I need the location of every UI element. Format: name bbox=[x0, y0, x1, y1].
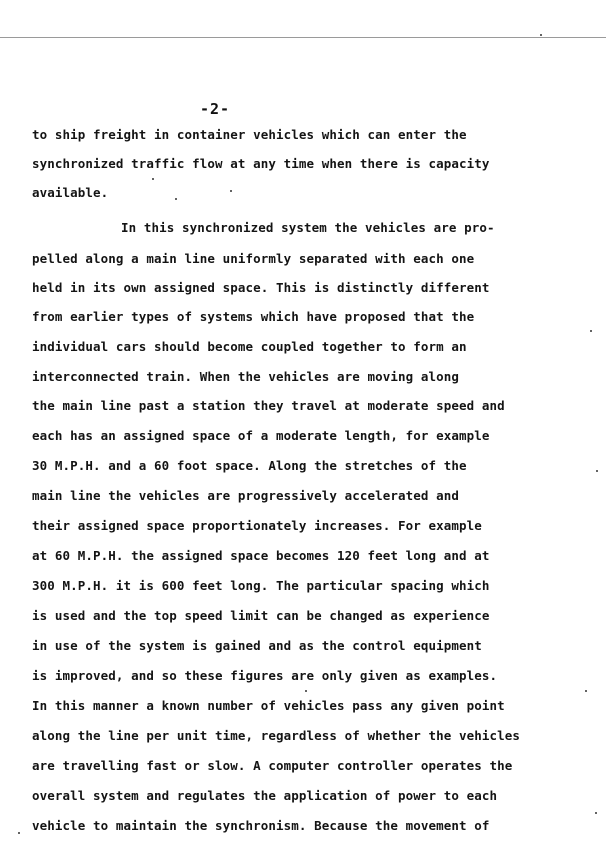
text-line: is used and the top speed limit can be changed as experience bbox=[32, 608, 490, 623]
scan-speck bbox=[152, 178, 154, 180]
scan-speck bbox=[595, 812, 597, 814]
text-line: is improved, and so these figures are only given as examples. bbox=[32, 668, 498, 683]
text-line: the main line past a station they travel at moderate speed and bbox=[32, 398, 505, 413]
text-line: are travelling fast or slow. A computer controller operates the bbox=[32, 758, 513, 773]
text-line: 300 M.P.H. it is 600 feet long. The particular spacing which bbox=[32, 578, 490, 593]
scan-speck bbox=[585, 690, 587, 692]
scan-speck bbox=[175, 198, 177, 200]
text-line: 30 M.P.H. and a 60 foot space. Along the stretches of the bbox=[32, 458, 467, 473]
scan-speck bbox=[596, 470, 598, 472]
text-line: vehicle to maintain the synchronism. Because the movement of bbox=[32, 818, 490, 833]
text-line: along the line per unit time, regardless of whether the vehicles bbox=[32, 728, 521, 743]
text-line: main line the vehicles are progressively accelerated and bbox=[32, 488, 460, 503]
text-line: available. bbox=[32, 185, 109, 200]
text-line: synchronized traffic flow at any time when there is capacity bbox=[32, 156, 490, 171]
scan-speck bbox=[540, 34, 542, 36]
text-line: In this synchronized system the vehicles are pro- bbox=[121, 220, 495, 235]
scan-speck bbox=[230, 190, 232, 192]
text-line: in use of the system is gained and as the control equipment bbox=[32, 638, 482, 653]
text-line: pelled along a main line uniformly separated with each one bbox=[32, 251, 475, 266]
scan-speck bbox=[590, 330, 592, 332]
text-line: their assigned space proportionately increases. For example bbox=[32, 518, 482, 533]
text-line: individual cars should become coupled together to form an bbox=[32, 339, 467, 354]
text-line: to ship freight in container vehicles which can enter the bbox=[32, 127, 467, 142]
text-line: each has an assigned space of a moderate length, for example bbox=[32, 428, 490, 443]
text-line: overall system and regulates the application of power to each bbox=[32, 788, 498, 803]
text-line: from earlier types of systems which have proposed that the bbox=[32, 309, 475, 324]
scan-speck bbox=[305, 690, 307, 692]
text-line: interconnected train. When the vehicles are moving along bbox=[32, 369, 460, 384]
scan-speck bbox=[18, 832, 20, 834]
page-number: -2- bbox=[200, 100, 231, 118]
text-line: In this manner a known number of vehicles pass any given point bbox=[32, 698, 505, 713]
text-line: at 60 M.P.H. the assigned space becomes 120 feet long and at bbox=[32, 548, 490, 563]
page-top-edge bbox=[0, 37, 606, 38]
text-line: held in its own assigned space. This is distinctly different bbox=[32, 280, 490, 295]
